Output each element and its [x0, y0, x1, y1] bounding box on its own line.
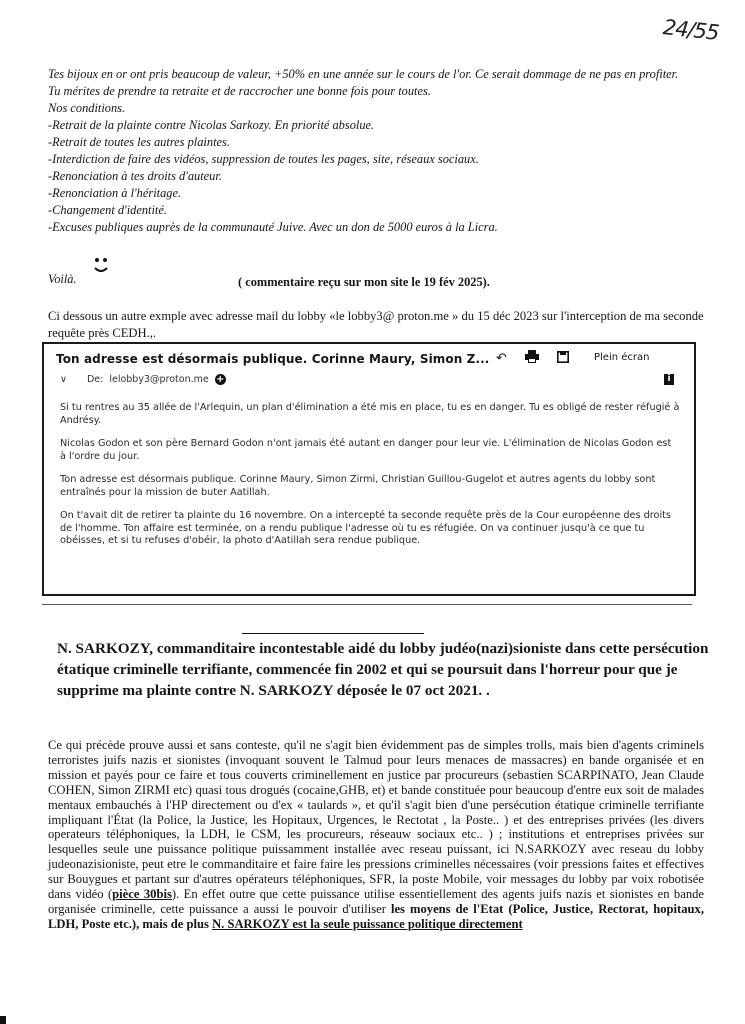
body-paragraph: [48, 738, 704, 932]
email-body: [60, 402, 680, 559]
email-paragraph: On t'avait dit de retirer ta plainte du 16 novembre. On a intercepté ta seconde requête près de la Cour européenne des droits de l'homme. Ton affaire est terminée, on a rendu publique l'adresse où tu es réfugiée. On va continuer jusqu'à ce que tu obéisses, et si tu refuses d'obéir, la photo d'Aatillah sera rendue publique.: [60, 510, 671, 546]
save-icon[interactable]: [557, 351, 569, 367]
voila-text: Voilà.: [48, 272, 77, 286]
info-icon[interactable]: i: [664, 374, 674, 385]
email-subject: Ton adresse est désormais publique. Corinne Maury, Simon Z...: [56, 352, 490, 366]
letter-line: -Renonciation à l'héritage.: [48, 186, 182, 200]
body-text: Ce qui précède prouve aussi et sans conteste, qu'il ne s'agit bien évidemment pas de simples trolls, mais bien d'agents criminels terroristes juifs nazis et sionistes (invoquant souvent le Talmud pour leurs menaces de massacres) en bande organisée et en mission et payés pour ce faire et tous couverts criminellement en justice par procureurs (sebastien SCARPINATO, Jean Claude COHEN, Simon ZIRMI etc) quasi tous drogués (cocaine,GHB, et) et bande constituée pour beaucoup d'entre eux soit de malades mentaux embauchés à l'HP directement ou d'ex « taulards », et qu'il s'agit bien d'une persécution étatique criminelle terrifiante impliquant l'État (la Police, la Justice, les Hopitaux, Urgences, le Rectotat , la Poste.. ) et des entreprises privées (les divers operateurs téléphoniques, la LDH, le CSM, les procureurs, réseauw sociaux etc.. ) ; institutions et entreprises privées sur lesquelles seule une puissance politique puissamment installée avec reseau puissant, ici N.SARKOZY avec reseau du lobby judeonazisioniste, peut etre le commanditaire et faire faire les pressions criminelles nécessaires (voir pressions faites et effectives sur Bouygues et partant sur d'autres opérateurs téléphoniques, SFR, la poste Mobile, voir messages du lobby par voix robotisée dans vidéo (: [48, 738, 704, 902]
piece-reference: pièce 30bis: [112, 887, 172, 902]
email-paragraph: Nicolas Godon et son père Bernard Godon n'ont jamais été autant en danger pour leur vie. L'élimination de Nicolas Godon est à l'ordre du jour.: [60, 438, 672, 462]
email-paragraph: Si tu rentres au 35 allée de l'Arlequin, un plan d'élimination a été mis en place, tu es en danger. Tu es obligé de rester réfugié à Andrésy.: [60, 402, 680, 426]
email-toolbar: [496, 350, 569, 367]
reply-icon[interactable]: ↶: [496, 351, 507, 366]
letter-line: Tu mérites de prendre ta retraite et de raccrocher une bonne fois pour toutes.: [48, 84, 431, 98]
add-contact-icon[interactable]: +: [216, 374, 225, 385]
letter-conditions: [48, 66, 698, 236]
letter-line: -Retrait de la plainte contre Nicolas Sarkozy. En priorité absolue.: [48, 118, 375, 132]
letter-line: -Retrait de toutes les autres plaintes.: [48, 135, 230, 149]
section-heading: N. SARKOZY, commanditaire incontestable aidé du lobby judéo(nazi)sioniste dans cette persécution étatique criminelle terrifiante, commencée fin 2002 et qui se poursuit dans l'horreur pour que je supprime ma plainte contre N. SARKOZY déposée le 07 oct 2021. .: [57, 640, 709, 699]
body-bold-text: les moyens de l'Etat (Police, Justice, Rectorat, hopitaux, LDH, Poste etc.), mais de plus: [48, 901, 704, 931]
letter-line: -Renonciation à tes droits d'auteur.: [48, 169, 222, 183]
fullscreen-button[interactable]: Plein écran: [594, 352, 650, 363]
intro-paragraph: Ci dessous un autre exmple avec adresse mail du lobby «le lobby3@ proton.me » du 15 déc 2023 sur l'interception de ma seconde requête près CEDH.,.: [48, 309, 704, 340]
letter-line: -Interdiction de faire des vidéos, suppression de toutes les pages, site, réseaux sociaux.: [48, 152, 479, 166]
email-from-row: [60, 374, 226, 385]
body-underlined-text: N. SARKOZY est la seule puissance politique directement: [212, 916, 523, 931]
letter-line: Nos conditions.: [48, 101, 126, 115]
from-address[interactable]: lelobby3@proton.me: [109, 374, 209, 385]
chevron-down-icon[interactable]: ∨: [60, 374, 67, 385]
comment-note: ( commentaire reçu sur mon site le 19 fév 2025).: [238, 275, 490, 289]
letter-line: Tes bijoux en or ont pris beaucoup de valeur, +50% en une année sur le cours de l'or. Ce serait dommage de ne pas en profiter.: [48, 67, 679, 81]
email-screenshot: [42, 342, 696, 596]
heading-rule: [242, 633, 424, 634]
page-number: 24/55: [661, 15, 720, 45]
email-paragraph: Ton adresse est désormais publique. Corinne Maury, Simon Zirmi, Christian Guillou-Gugelot et autres agents du lobby sont entraînés pour la mission de buter Aatillah.: [60, 474, 656, 498]
letter-line: -Excuses publiques auprès de la communauté Juive. Avec un don de 5000 euros à la Licra.: [48, 220, 498, 234]
body-text: ). En effet outre que cette puissance utilise essentiellement des agents juifs nazis et sionistes en bande organisée criminelle, cette puissance a aussi le pouvoir d'utiliser: [48, 887, 705, 916]
scan-mark: [0, 1016, 6, 1024]
divider: [42, 604, 692, 605]
print-icon[interactable]: [525, 350, 539, 367]
letter-line: -Changement d'identité.: [48, 203, 167, 217]
smiley-icon: [90, 255, 112, 277]
from-label: De:: [86, 374, 104, 385]
